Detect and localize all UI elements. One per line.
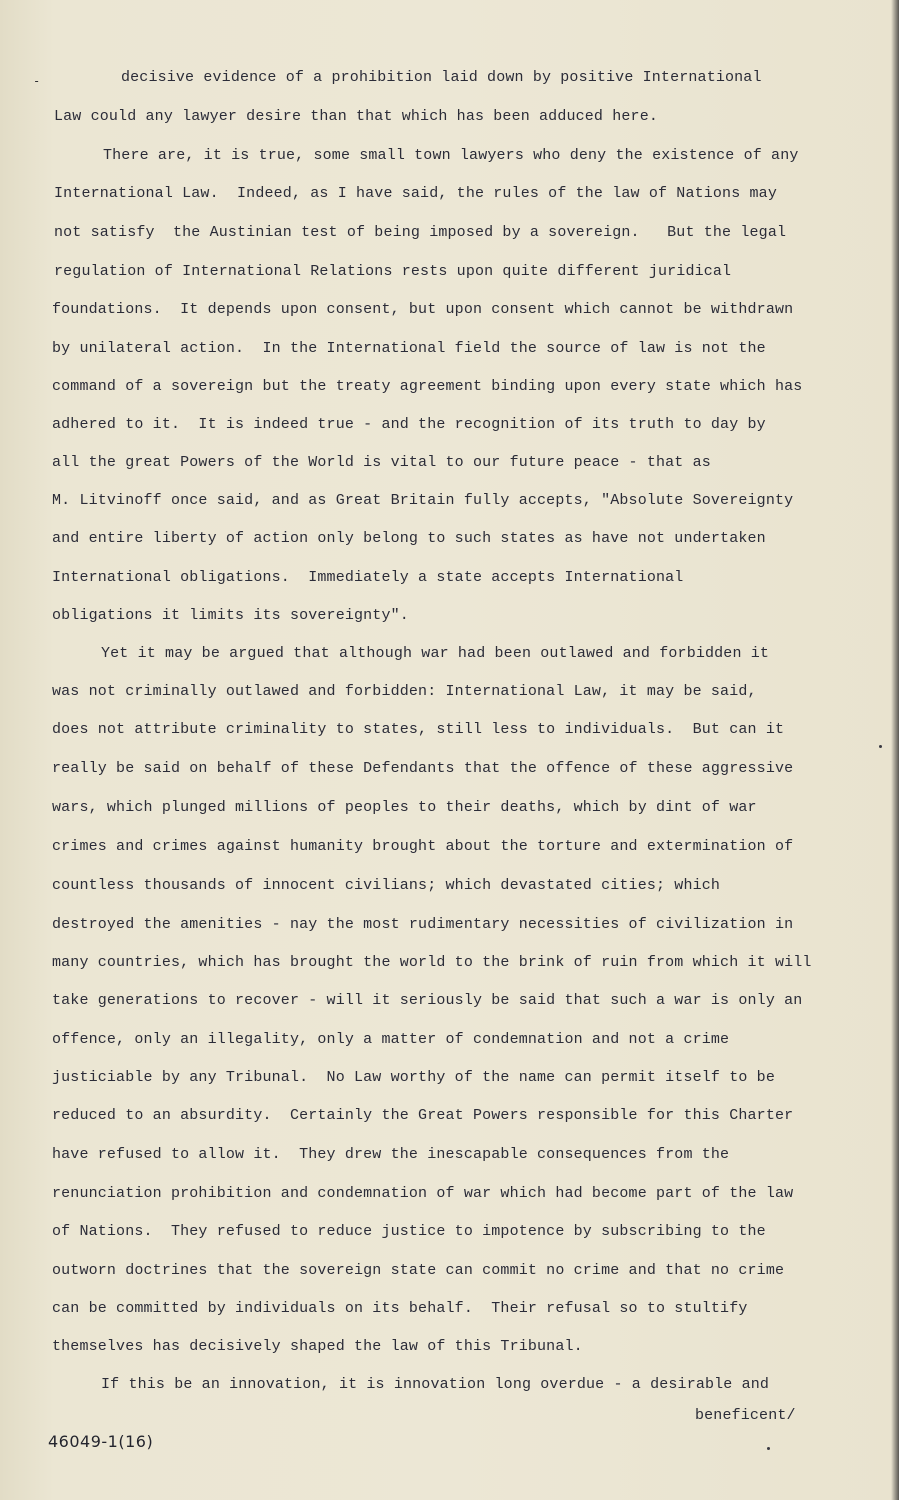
text-line: offence, only an illegality, only a matter of condemnation and not a crime [52, 1031, 730, 1048]
text-line: International Law. Indeed, as I have said, the rules of the law of Nations may [54, 185, 777, 202]
text-line: Law could any lawyer desire than that which has been adduced here. [54, 108, 658, 125]
text-line: There are, it is true, some small town lawyers who deny the existence of any [103, 147, 799, 164]
text-line: wars, which plunged millions of peoples to their deaths, which by dint of war [52, 799, 757, 816]
text-line: and entire liberty of action only belong to such states as have not undertaken [52, 530, 766, 547]
text-line: of Nations. They refused to reduce justice to impotence by subscribing to the [52, 1223, 766, 1240]
text-line: outworn doctrines that the sovereign state can commit no crime and that no crime [52, 1262, 785, 1279]
margin-dot [879, 745, 882, 748]
scan-edge-shadow [891, 0, 899, 1500]
text-line: all the great Powers of the World is vital to our future peace - that as [52, 454, 711, 471]
continuation-word: beneficent/ [695, 1407, 796, 1424]
text-line: does not attribute criminality to states, still less to individuals. But can it [52, 721, 785, 738]
text-line: have refused to allow it. They drew the inescapable consequences from the [52, 1146, 730, 1163]
text-line: adhered to it. It is indeed true - and the recognition of its truth to day by [52, 416, 766, 433]
text-line: Yet it may be argued that although war had been outlawed and forbidden it [101, 645, 770, 662]
text-line: regulation of International Relations rests upon quite different juridical [54, 263, 732, 280]
text-line: countless thousands of innocent civilians; which devastated cities; which [52, 877, 721, 894]
text-line: many countries, which has brought the world to the brink of ruin from which it will [52, 954, 812, 971]
text-line: take generations to recover - will it seriously be said that such a war is only an [52, 992, 803, 1009]
text-line: renunciation prohibition and condemnation of war which had become part of the law [52, 1185, 794, 1202]
text-line: reduced to an absurdity. Certainly the Great Powers responsible for this Charter [52, 1107, 794, 1124]
text-line: really be said on behalf of these Defendants that the offence of these aggressive [52, 760, 794, 777]
text-line: M. Litvinoff once said, and as Great Britain fully accepts, "Absolute Sovereignty [52, 492, 794, 509]
text-line: by unilateral action. In the International field the source of law is not the [52, 340, 766, 357]
text-line: destroyed the amenities - nay the most rudimentary necessities of civilization in [52, 916, 794, 933]
text-line: not satisfy the Austinian test of being imposed by a sovereign. But the legal [54, 224, 787, 241]
text-line: was not criminally outlawed and forbidden: International Law, it may be said, [52, 683, 757, 700]
text-line: If this be an innovation, it is innovation long overdue - a desirable and [101, 1376, 770, 1393]
margin-dot [767, 1447, 770, 1450]
text-line: obligations it limits its sovereignty". [52, 607, 409, 624]
text-line: foundations. It depends upon consent, but upon consent which cannot be withdrawn [52, 301, 794, 318]
margin-mark: - [33, 74, 41, 88]
text-line: justiciable by any Tribunal. No Law worthy of the name can permit itself to be [52, 1069, 775, 1086]
document-code: 46049-1(16) [48, 1432, 154, 1451]
text-line: command of a sovereign but the treaty agreement binding upon every state which has [52, 378, 803, 395]
text-line: themselves has decisively shaped the law of this Tribunal. [52, 1338, 583, 1355]
text-line: crimes and crimes against humanity brought about the torture and extermination of [52, 838, 794, 855]
text-line: International obligations. Immediately a state accepts International [52, 569, 684, 586]
text-line: decisive evidence of a prohibition laid down by positive International [121, 69, 762, 86]
text-line: can be committed by individuals on its behalf. Their refusal so to stultify [52, 1300, 748, 1317]
